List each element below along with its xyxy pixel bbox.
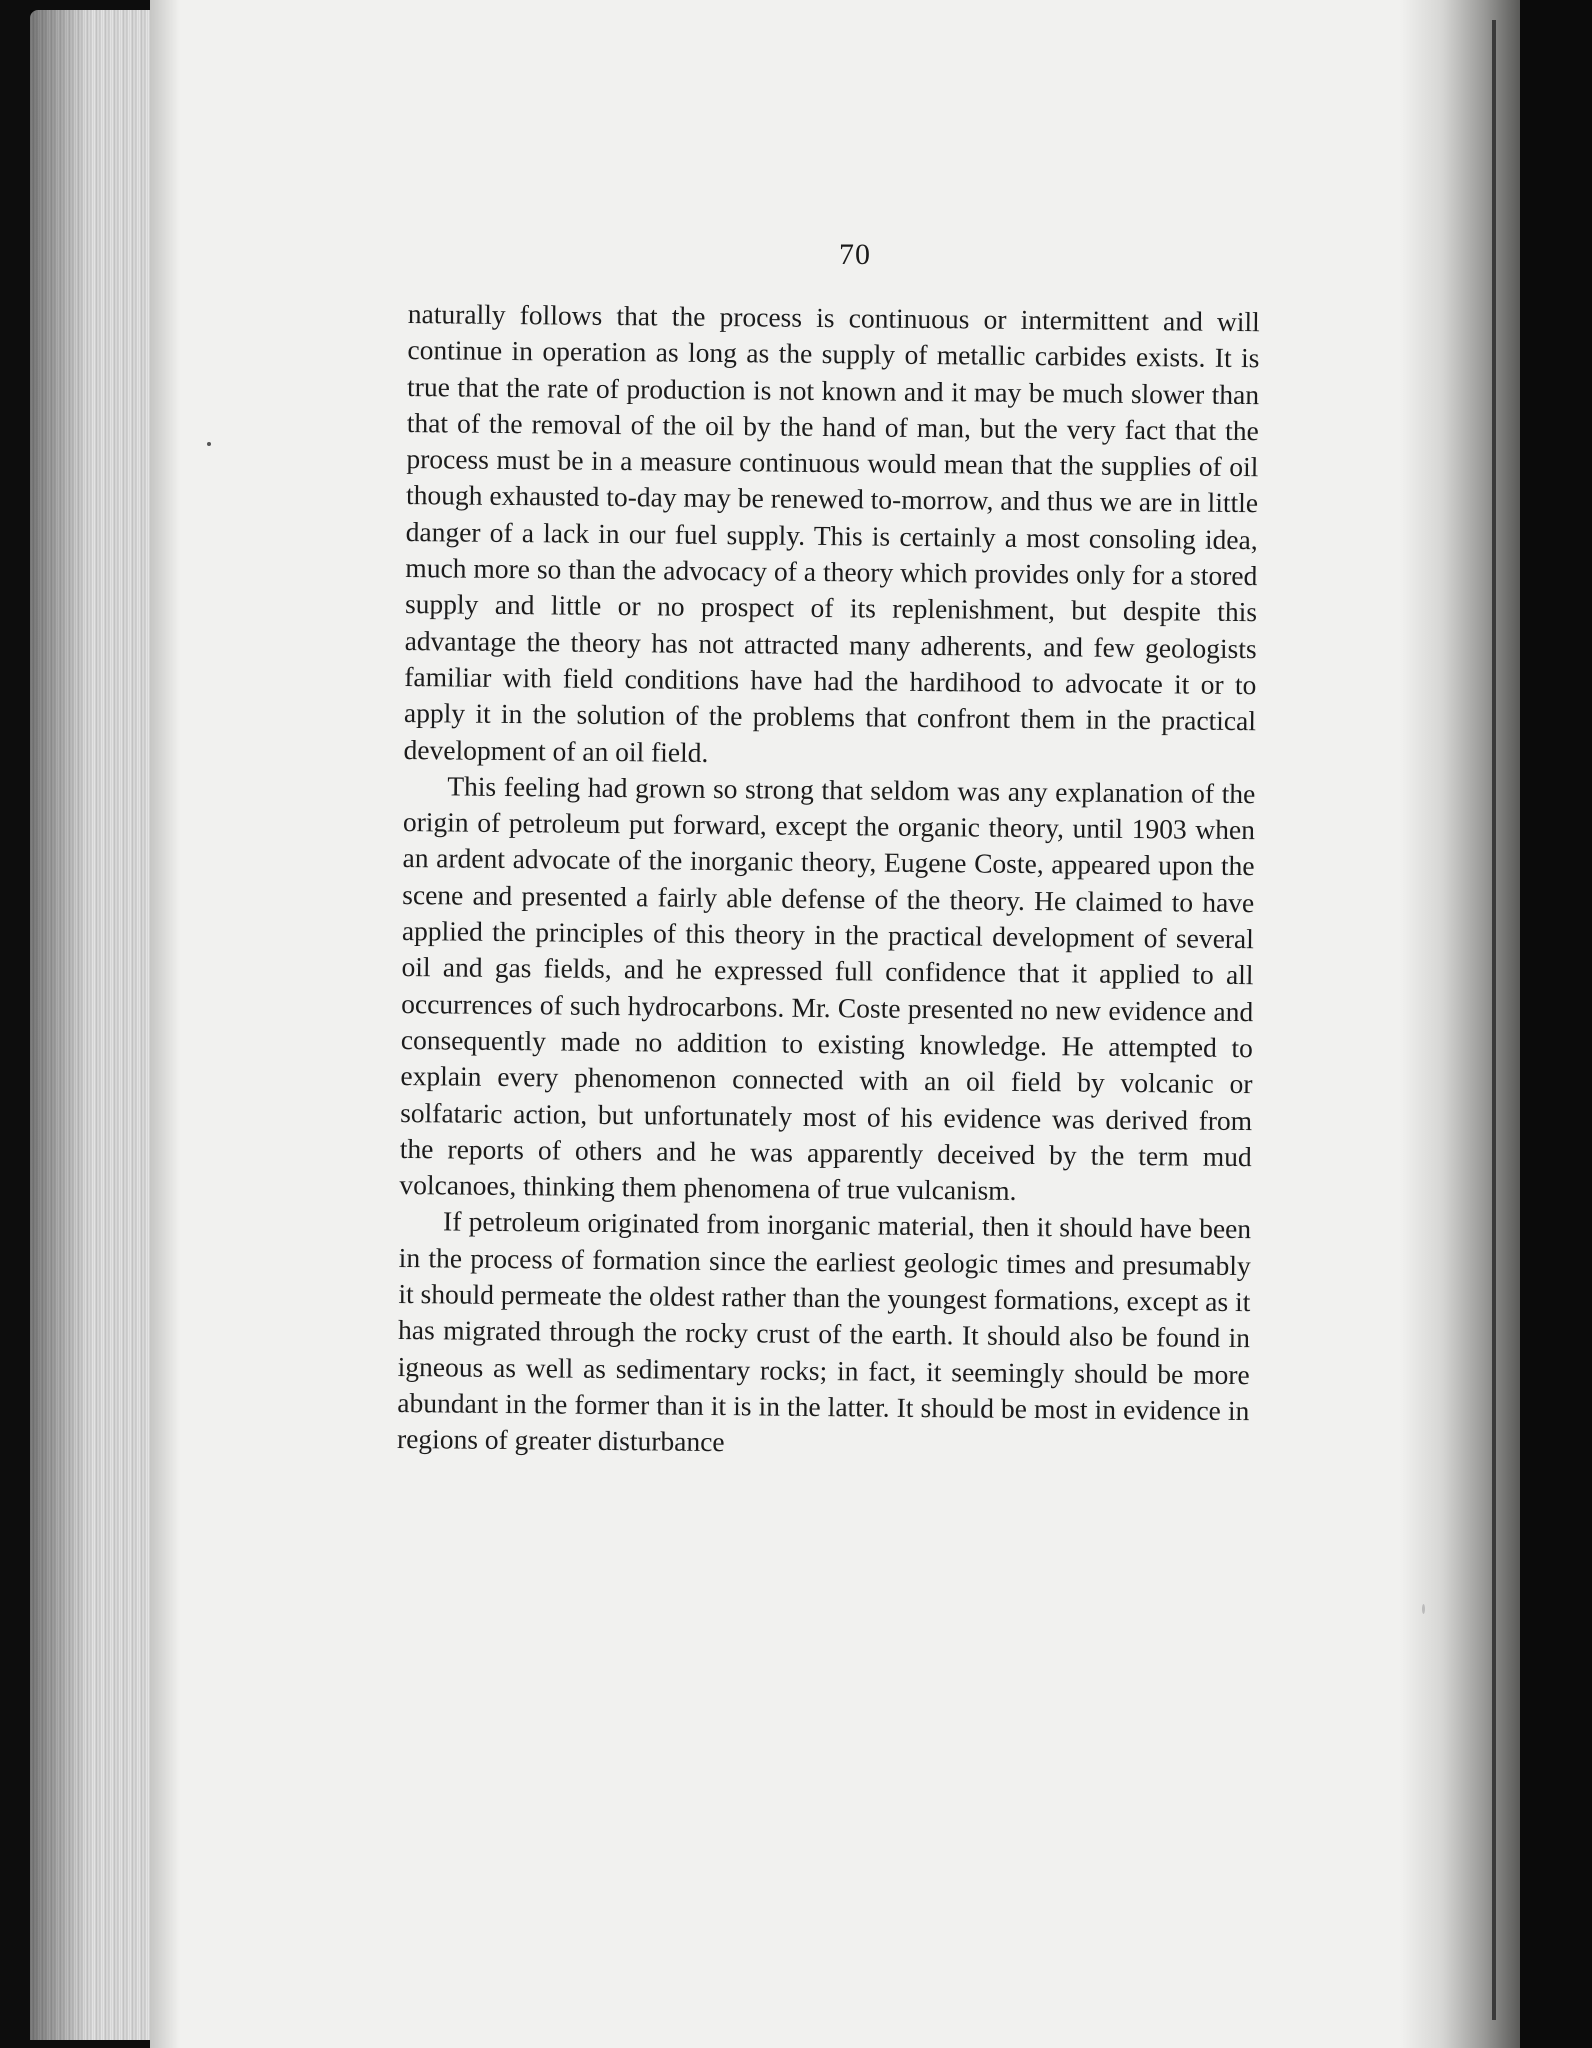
paragraph-inorganic-origin: If petroleum originated from inorganic material, then it should have been in the process of formation since the earliest geologic times and presumably it should permeate the oldest rather than the youngest formations, except as it has migrated through the rocky crust of the earth. It should also be found in igneous as well as sedimentary rocks; in fact, it seemingly should be more abundant in the former than it is in the latter. It should be most in evidence in regions of greater disturbance <box>396 1205 1252 1458</box>
paragraph-continuation: naturally follows that the process is continuous or intermittent and will continue in operation as long as the supply of metallic carbides exists. It is true that the rate of production is not known and it may be much slower than that of the removal of the oil by the hand of man, but the very fact that the process must be in a measure continuous would mean that the supplies of oil though exhausted to-day may be renewed to-morrow, and thus we are in little danger of a lack in our fuel supply. This is certainly a most consoling idea, much more so than the advocacy of a theory which provides only for a stored supply and little or no prospect of its replenishment, but despite this advantage the theory has not attracted many adherents, and few geologists familiar with field conditions have had the hardihood to advocate it or to apply it in the solution of the problems that confront them in the practical development of an oil field. <box>403 297 1260 768</box>
body-text <box>397 296 1260 1466</box>
page-left-shadow <box>150 0 180 2048</box>
page-edges-shadow <box>30 10 90 2040</box>
page-number: 70 <box>839 238 871 271</box>
dust-speck <box>1422 1604 1425 1614</box>
dust-speck <box>207 442 211 446</box>
binding-line <box>1492 20 1496 2020</box>
paragraph-coste: This feeling had grown so strong that seldom was any explanation of the origin of petroleum put forward, except the organic theory, until 1903 when an ardent advocate of the inorganic theory, Eugene Coste, appeared upon the scene and presented a fairly able defense of the theory. He claimed to have applied the principles of this theory in the practical development of several oil and gas fields, and he expressed full confidence that it applied to all occurrences of such hydrocarbons. Mr. Coste presented no new evidence and consequently made no addition to existing knowledge. He attempted to explain every phenomenon connected with an oil field by volcanic or solfataric action, but unfortunately most of his evidence was derived from the reports of others and he was apparently deceived by the term mud volcanoes, thinking them phenomena of true vulcanism. <box>399 770 1256 1207</box>
scan-border-right <box>1520 0 1592 2048</box>
binding-gutter-shadow <box>1400 0 1520 2048</box>
